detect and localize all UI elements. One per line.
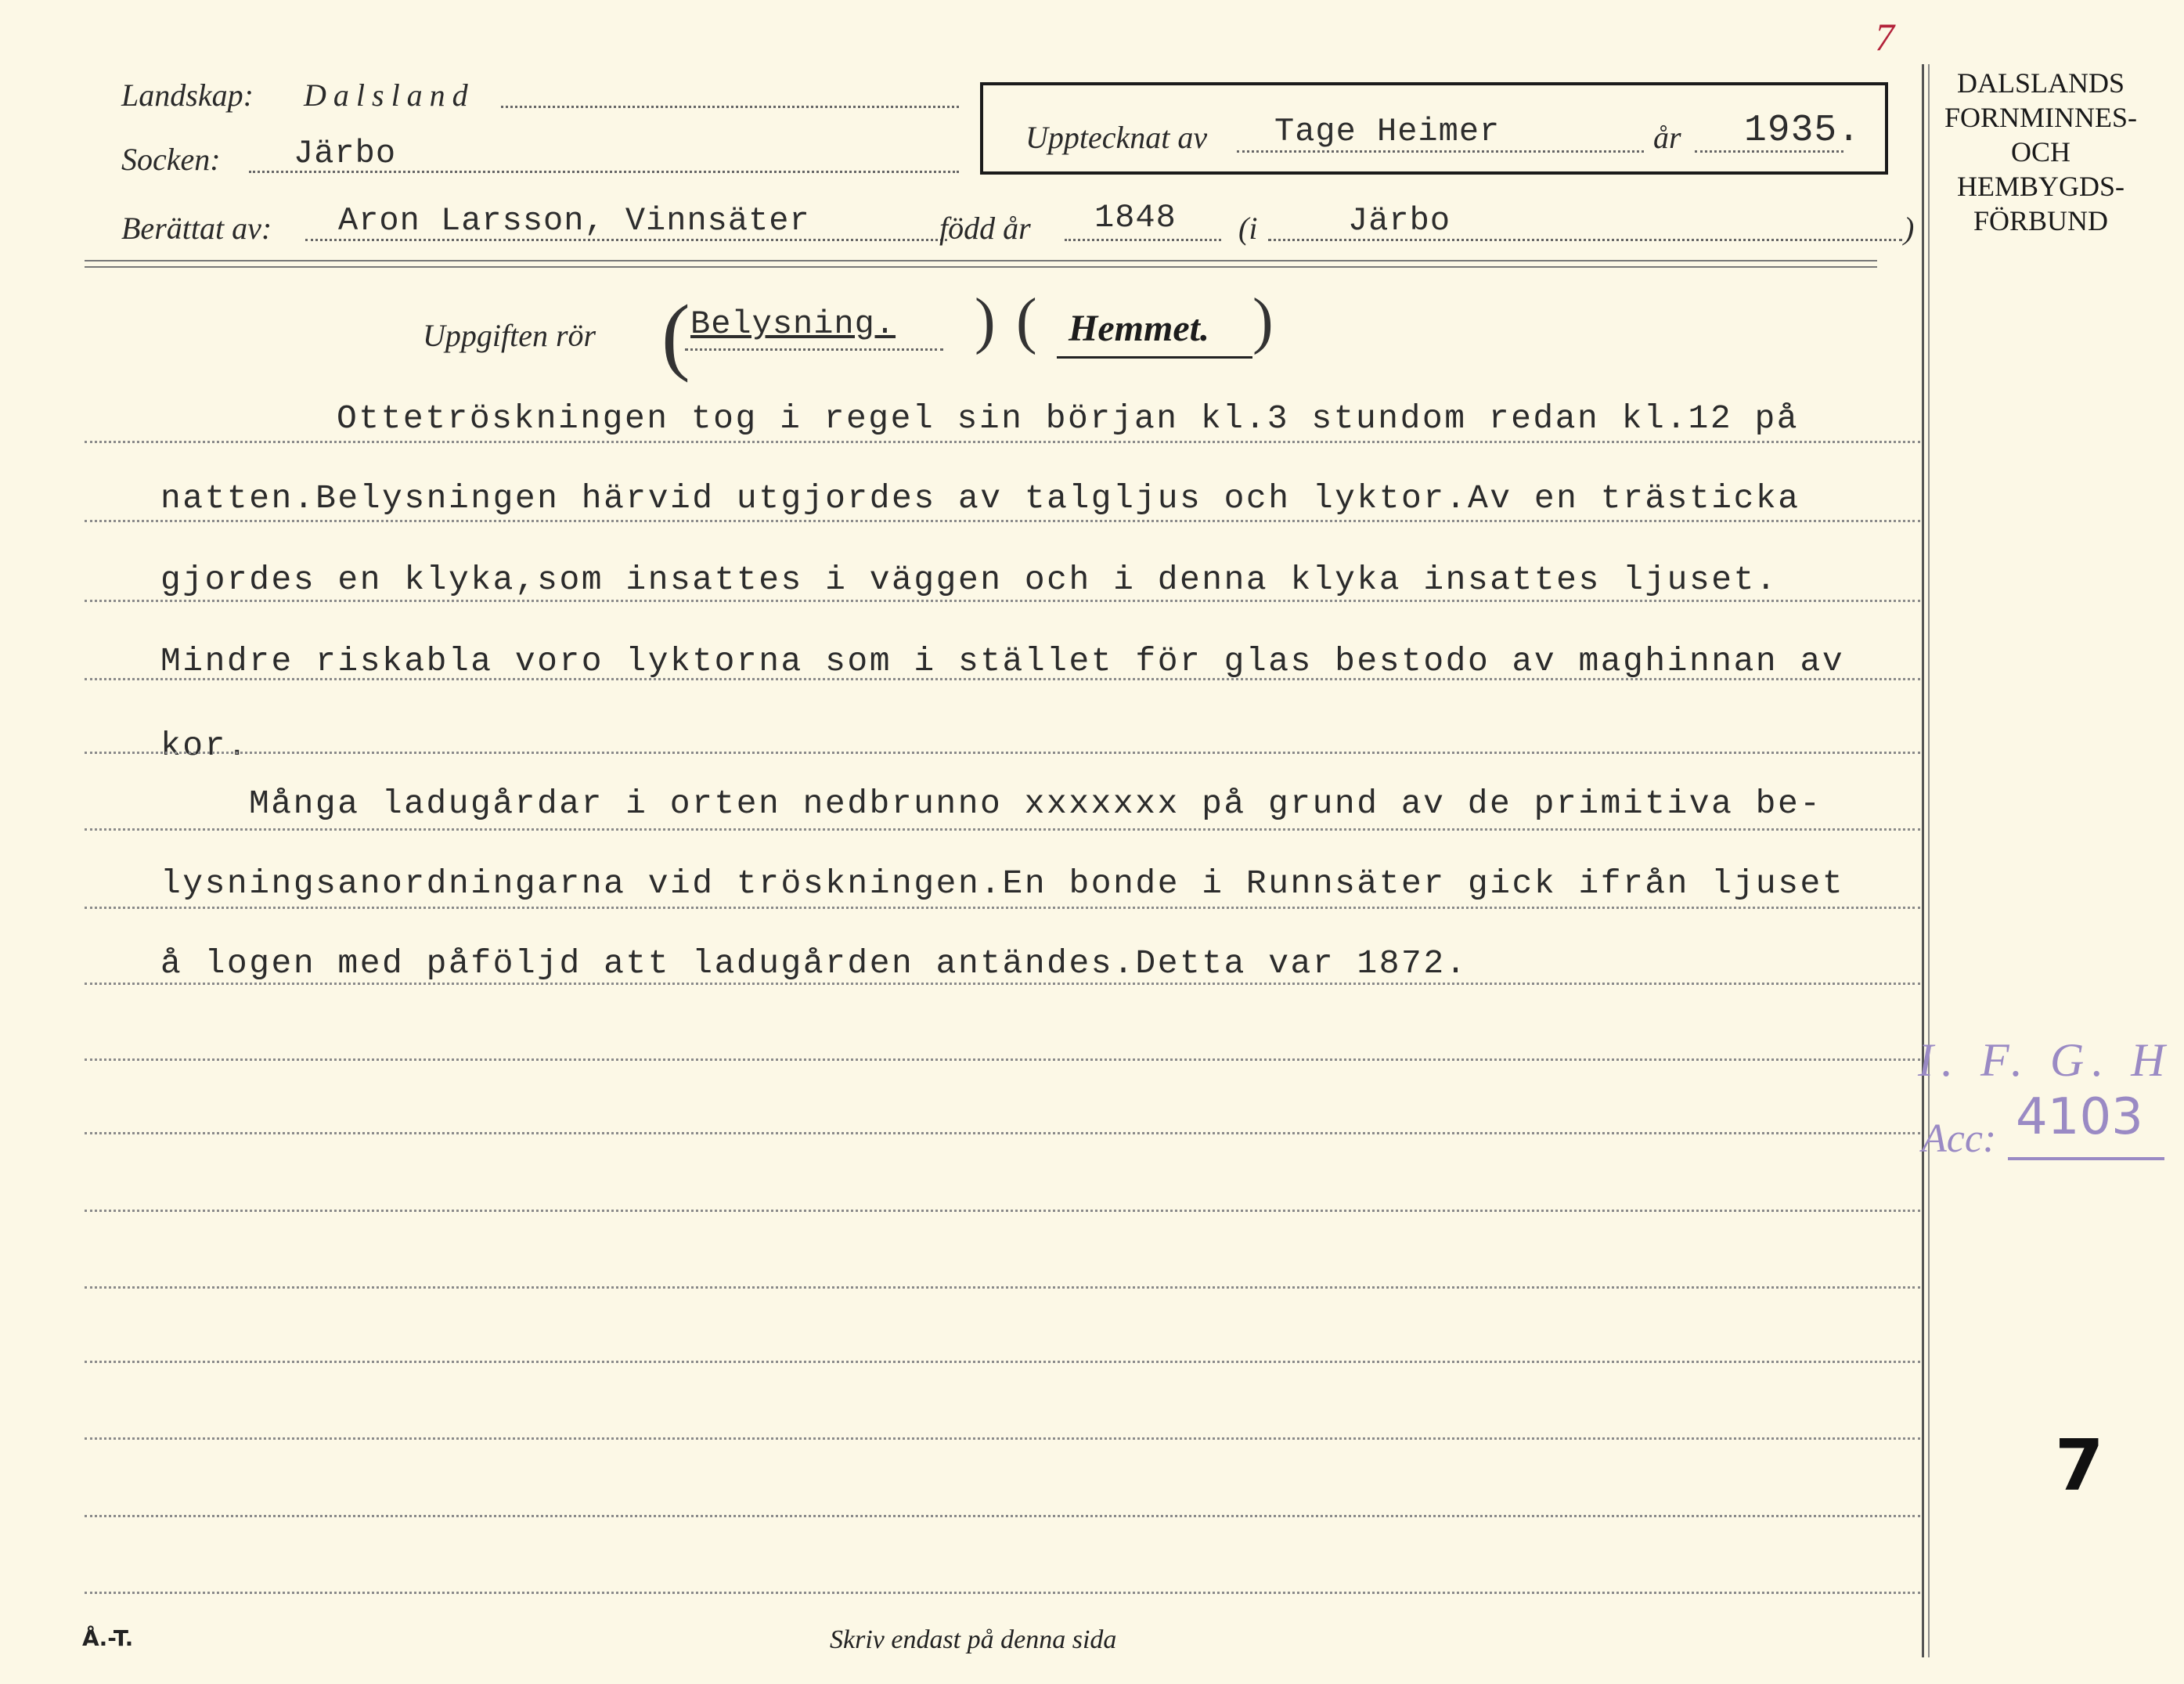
landskap-label: Landskap:: [121, 78, 254, 113]
organization-name: [1927, 66, 2154, 238]
body-line-5: kor.: [160, 727, 250, 765]
footer-code: Å.-T.: [82, 1625, 134, 1651]
landskap-value: Dalsland: [304, 78, 475, 113]
org-line-2: FORNMINNES-: [1944, 102, 2138, 133]
rule-11: [85, 1210, 1920, 1212]
rule-12: [85, 1286, 1920, 1289]
rule-8: [85, 983, 1920, 985]
subject-typed: Belysning.: [690, 305, 896, 343]
rule-15: [85, 1515, 1920, 1517]
rule-2: [85, 520, 1920, 522]
rule-10: [85, 1132, 1920, 1134]
handwritten-underline: [1057, 356, 1252, 359]
header-separator-top: [85, 260, 1877, 261]
berattat-line: [305, 239, 947, 241]
upptecknat-label: Upptecknat av: [1025, 120, 1208, 155]
rule-7: [85, 907, 1920, 909]
org-line-4: HEMBYGDS-: [1956, 171, 2125, 202]
body-line-8: å logen med påföljd att ladugården antändes.Detta var 1872.: [160, 944, 1468, 983]
subject-line: [685, 348, 943, 351]
rule-6: [85, 828, 1920, 831]
subject-close-bracket-2: ): [1252, 287, 1274, 355]
rule-16: [85, 1592, 1920, 1594]
body-line-7: lysningsanordningarna vid tröskningen.En bonde i Runnsäter gick ifrån ljuset: [160, 864, 1845, 903]
fodd-line: [1065, 239, 1221, 241]
sidebar-rule-inner: [1928, 64, 1930, 1657]
org-line-5: FÖRBUND: [1973, 205, 2109, 236]
rule-14: [85, 1437, 1920, 1440]
fodd-label: född år: [939, 211, 1031, 246]
body-line-3: gjordes en klyka,som insattes i väggen och i denna klyka insattes ljuset.: [160, 561, 1779, 599]
page-number: 7: [2055, 1425, 2104, 1507]
fodd-value: 1848: [1094, 199, 1177, 236]
i-label: (i: [1238, 211, 1258, 246]
subject-label: Uppgiften rör: [423, 318, 596, 353]
body-line-6: Många ladugårdar i orten nedbrunno xxxxxxx på grund av de primitiva be-: [249, 784, 1822, 823]
berattat-label: Berättat av:: [121, 211, 272, 246]
ar-line: [1695, 150, 1843, 153]
i-line: [1268, 239, 1902, 241]
rule-4: [85, 678, 1920, 680]
header-separator-bottom: [85, 266, 1877, 268]
body-line-2: natten.Belysningen härvid utgjordes av talgljus och lyktor.Av en trästicka: [160, 479, 1800, 517]
i-close: ): [1904, 211, 1915, 246]
stamp-acc-number: 4103: [2016, 1088, 2143, 1146]
footer-instruction: Skriv endast på denna sida: [830, 1625, 1117, 1654]
socken-label: Socken:: [121, 142, 221, 177]
ar-label: år: [1653, 120, 1681, 155]
subject-handwritten: Hemmet.: [1069, 308, 1209, 349]
body-line-4: Mindre riskabla voro lyktorna som i stället för glas bestodo av maghinnan av: [160, 642, 1845, 680]
ar-value: 1935.: [1744, 110, 1861, 152]
upptecknat-line: [1237, 150, 1644, 153]
rule-3: [85, 600, 1920, 602]
upptecknat-value: Tage Heimer: [1274, 113, 1501, 150]
i-value: Järbo: [1348, 202, 1451, 240]
stamp-initials: I. F. G. H: [1918, 1034, 2173, 1086]
subject-open-bracket-2: (: [1016, 287, 1037, 355]
corner-number: 7: [1875, 15, 1894, 59]
socken-value: Järbo: [294, 135, 397, 172]
stamp-underline: [2008, 1157, 2164, 1160]
berattat-value: Aron Larsson, Vinnsäter: [338, 202, 810, 240]
org-line-3: OCH: [2010, 136, 2070, 168]
rule-13: [85, 1361, 1920, 1363]
subject-close-bracket-1: ): [975, 287, 996, 355]
rule-9: [85, 1058, 1920, 1061]
body-line-1: Ottetröskningen tog i regel sin början kl.3 stundom redan kl.12 på: [337, 399, 1800, 438]
landskap-line: [501, 106, 959, 108]
org-line-1: DALSLANDS: [1956, 67, 2125, 99]
rule-1: [85, 441, 1920, 443]
socken-line: [249, 171, 959, 173]
stamp-acc-label: Acc:: [1922, 1116, 1997, 1161]
subject-open-bracket: (: [661, 287, 690, 383]
rule-5: [85, 752, 1920, 754]
sidebar-rule-outer: [1922, 64, 1924, 1657]
